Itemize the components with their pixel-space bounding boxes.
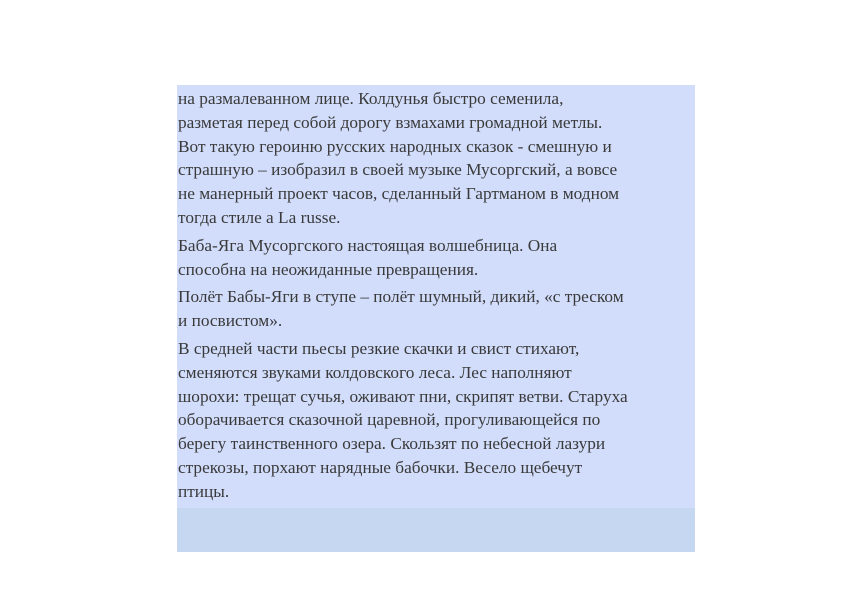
text-line: на размалеванном лице. Колдунья быстро семенила, [178,89,564,108]
text-line: разметая перед собой дорогу взмахами громадной метлы. [178,112,603,132]
text-line: тогда стиле a La russe. [178,207,341,227]
text-line: оборачивается сказочной царевной, прогуливающейся по [178,410,601,430]
text-line: и посвистом». [178,311,283,331]
paragraph-2 [178,234,695,282]
text-line: не манерный проект часов, сделанный Гартманом в модном [178,184,620,204]
text-content [178,87,695,508]
text-line: шорохи: трещат сучья, оживают пни, скрипят ветви. Старуха [178,386,628,406]
paragraph-1 [178,87,695,230]
text-line: Вот такую героиню русских народных сказок - смешную и [178,136,612,156]
text-line: стрекозы, порхают нарядные бабочки. Весело щебечут [178,457,583,477]
text-box[interactable] [177,85,695,552]
text-line: берегу таинственного озера. Скользят по небесной лазури [178,434,606,454]
text-line: сменяются звуками колдовского леса. Лес наполняют [178,362,572,382]
paragraph-3 [178,285,695,333]
text-line: Баба-Яга Мусоргского настоящая волшебница. Она [178,235,558,255]
text-line: птицы. [178,481,230,501]
text-box-footer-band [177,508,695,552]
text-line: В средней части пьесы резкие скачки и свист стихают, [178,338,580,358]
text-line: способна на неожиданные превращения. [178,259,479,279]
text-line: Полёт Бабы-Яги в ступе – полёт шумный, дикий, «с треском [178,287,624,307]
text-line: страшную – изобразил в своей музыке Мусоргский, а вовсе [178,160,618,180]
paragraph-4 [178,337,695,504]
